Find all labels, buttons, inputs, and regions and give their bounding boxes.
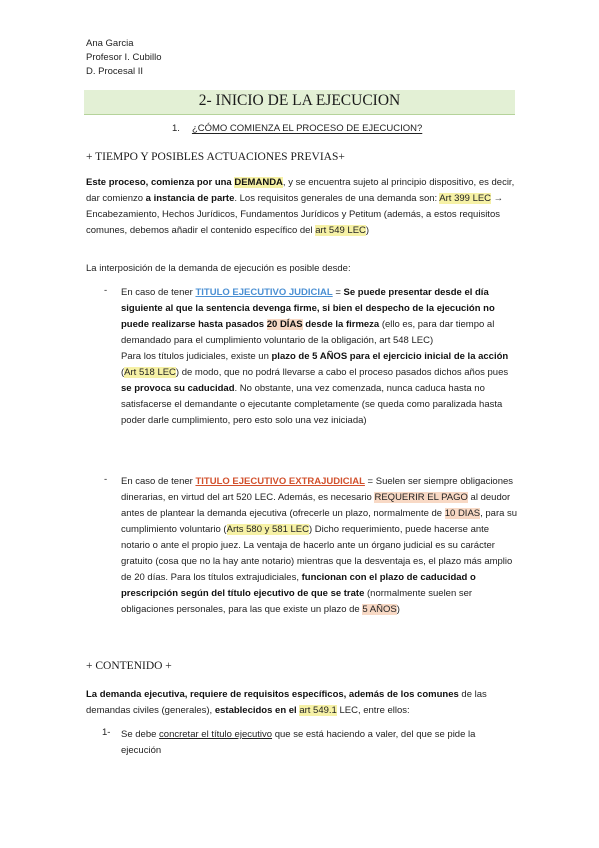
highlight-requerir-pago: REQUERIR EL PAGO <box>374 492 468 503</box>
b2-text: ) <box>396 604 400 615</box>
bullet-dash: - <box>104 285 108 296</box>
b1-text: En caso de tener <box>121 287 196 298</box>
n1-text: Se debe <box>121 729 160 740</box>
p3-bold: La demanda ejecutiva, requiere de requisitos específicos, además de los comunes <box>86 689 459 700</box>
titulo-judicial-label: TITULO EJECUTIVO JUDICIAL <box>195 287 333 298</box>
b1-text: (ello es, para dar tiempo al demandado para el cumplimiento voluntario de la obligación, art 548 LEC) <box>121 319 495 346</box>
highlight-art518: Art 518 LEC <box>124 367 176 378</box>
b1-bold-plazo: plazo de 5 AÑOS para el ejercicio inicial de la acción <box>271 351 509 362</box>
b2-text: al deudor antes de plantear la demanda ejecutiva (ofrecerle un plazo, normalmente de <box>121 492 511 519</box>
subtitle-text: ¿CÓMO COMIENZA EL PROCESO DE EJECUCION? <box>191 123 423 134</box>
b1-text: = <box>332 287 344 298</box>
p1-text: . Los requisitos generales de una demanda son: <box>234 193 440 204</box>
subtitle-number: 1. <box>172 123 180 134</box>
highlight-arts-580-581: Arts 580 y 581 LEC <box>226 524 309 535</box>
document-header <box>86 37 162 79</box>
author-name: Ana Garcia <box>86 38 134 49</box>
p3-text: LEC, entre ellos: <box>336 705 410 716</box>
highlight-art399: Art 399 LEC <box>439 193 492 204</box>
subtitle <box>172 123 422 134</box>
p1-bold-start: Este proceso, comienza por una <box>86 177 235 188</box>
highlight-10-dias: 10 DIAS <box>444 508 481 519</box>
title-banner <box>84 90 515 115</box>
b1-bold: desde la firmeza <box>302 319 380 330</box>
b1-text: . No obstante, una vez comenzada, nunca caduca hasta no satisfacerse el demandante o ejecutante completamente (se queda como paralizada hasta poder darle cumplimiento, pero esto solo una vez iniciada) <box>121 383 503 426</box>
p1-text: , y se encuentra sujeto al principio dispositivo, es decir, dar comienzo <box>86 177 515 204</box>
page-title: 2- INICIO DE LA EJECUCION <box>198 92 401 109</box>
p1-text: → Encabezamiento, Hechos Jurídicos, Fundamentos Jurídicos y Petitum (además, a estos requisitos comunes, debemos añadir el contenido específico del <box>86 193 504 236</box>
section-heading-tiempo: + TIEMPO Y POSIBLES ACTUACIONES PREVIAS+ <box>86 151 345 163</box>
b2-text: , para su cumplimiento voluntario ( <box>121 508 518 535</box>
b2-text: ) Dicho requerimiento, puede hacerse ante notario o ante el propio juez. La ventaja de hacerlo ante un órgano judicial es su carácter gratuito (cosa que no la hay ante notario) mientras que la desventaja es, el plazo más amplio de 20 días. Para los títulos extrajudiciales, <box>121 524 513 583</box>
p3-text: de las demandas civiles (generales), <box>86 689 487 716</box>
titulo-extrajudicial-label: TITULO EJECUTIVO EXTRAJUDICIAL <box>195 476 365 487</box>
b1-text: Para los títulos judiciales, existe un <box>121 351 272 362</box>
numbered-item-1 <box>121 727 518 759</box>
bullet-judicial <box>121 285 518 429</box>
highlight-5-anos: 5 AÑOS <box>362 604 397 615</box>
b1-text: ( <box>121 367 125 378</box>
highlight-art549: art 549 LEC <box>315 225 366 236</box>
bullet-extrajudicial <box>121 474 518 618</box>
numbered-marker: 1- <box>102 727 111 738</box>
highlight-20-dias: 20 DÍAS <box>266 319 303 330</box>
paragraph-intro <box>86 175 518 239</box>
b2-text: (normalmente suelen ser obligaciones personales, para las que existe un plazo de <box>121 588 473 615</box>
paragraph-interposicion: La interposición de la demanda de ejecución es posible desde: <box>86 263 351 274</box>
highlight-demanda: DEMANDA <box>234 177 283 188</box>
b2-bold-caducidad: funcionan con el plazo de caducidad o prescripción según del título ejecutivo de que se trate <box>121 572 476 599</box>
paragraph-demanda-ejecutiva <box>86 687 518 719</box>
professor-name: Profesor I. Cubillo <box>86 52 162 63</box>
n1-underline: concretar el título ejecutivo <box>159 729 273 740</box>
subject-name: D. Procesal II <box>86 66 144 77</box>
p1-bold-instancia: a instancia de parte <box>145 193 235 204</box>
highlight-art549-1: art 549.1 <box>299 705 337 716</box>
p1-text: ) <box>365 225 370 236</box>
section-heading-contenido: + CONTENIDO + <box>86 660 172 672</box>
b1-text: ) de modo, que no podrá llevarse a cabo el proceso pasados dichos años pues <box>175 367 509 378</box>
bullet-dash: - <box>104 474 108 485</box>
b2-text: En caso de tener <box>121 476 196 487</box>
b1-bold-caducidad: se provoca su caducidad <box>121 383 235 394</box>
n1-text: que se está haciendo a valer, del que se pide la ejecución <box>121 729 476 756</box>
b2-text: = Suelen ser siempre obligaciones dinerarias, en virtud del art 520 LEC. Además, es necesario <box>121 476 514 503</box>
b1-bold: Se puede presentar desde el día siguiente al que la sentencia devenga firme, si bien el despecho de la ejecución no puede realizarse hasta pasados <box>121 287 495 330</box>
p3-bold: establecidos en el <box>214 705 300 716</box>
